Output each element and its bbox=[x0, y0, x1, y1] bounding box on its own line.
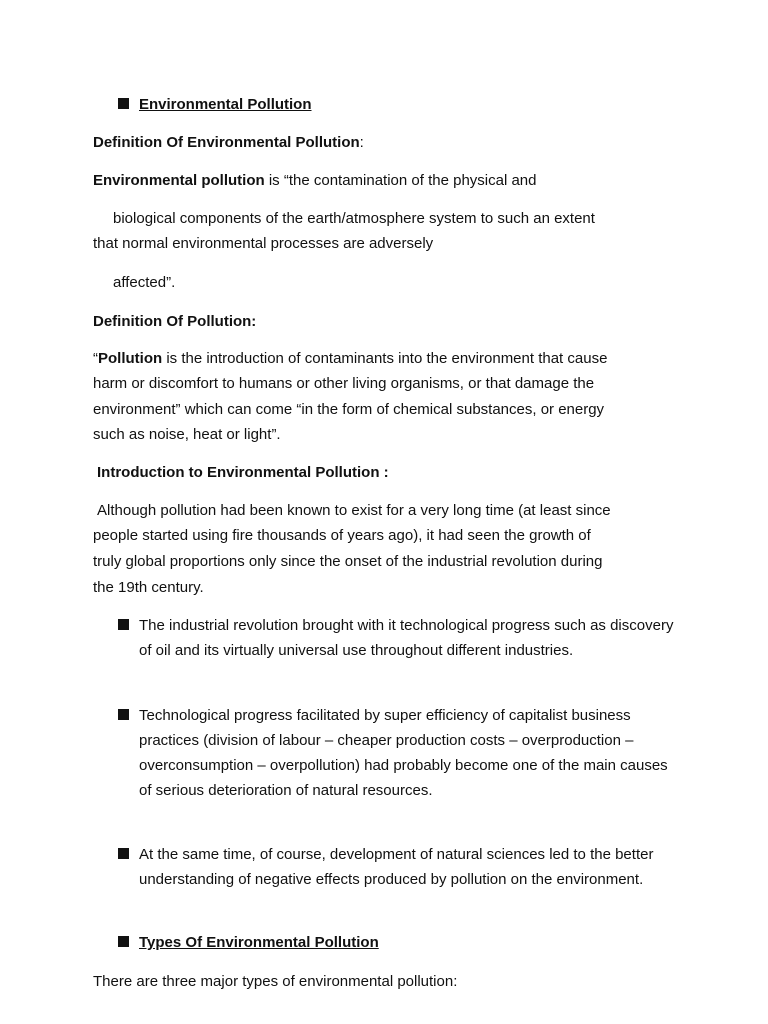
definition-env-title-text: Definition Of Environmental Pollution bbox=[93, 134, 360, 151]
types-heading-text: Types Of Environmental Pollution bbox=[139, 934, 379, 951]
definition-pollution-line-1 bbox=[93, 346, 683, 371]
definition-pollution-title-text: Definition Of Pollution: bbox=[93, 313, 257, 330]
definition-env-line-4: affected”. bbox=[113, 274, 176, 291]
introduction-line-3: truly global proportions only since the onset of the industrial revolution during bbox=[93, 553, 603, 570]
term-bold: Pollution bbox=[98, 350, 163, 367]
introduction-title-text: Introduction to Environmental Pollution : bbox=[97, 464, 389, 481]
definition-env-line-3: that normal environmental processes are adversely bbox=[93, 235, 434, 252]
introduction-line-1: Although pollution had been known to exist for a very long time (at least since bbox=[97, 502, 611, 519]
bullet-icon bbox=[118, 709, 129, 720]
bullet-item: The industrial revolution brought with it technological progress such as discovery of oil and its virtually universal use throughout different industries. bbox=[139, 617, 674, 659]
definition-pollution-line-4: such as noise, heat or light”. bbox=[93, 426, 281, 443]
bullet-icon bbox=[118, 848, 129, 859]
bullet-item: Technological progress facilitated by super efficiency of capitalist business practices (division of labour – cheaper production costs – overproduction – overconsumption – overpollution) had probably become one of the main causes of serious deterioration of natural resources. bbox=[139, 707, 668, 799]
definition-text: is the introduction of contaminants into the environment that cause bbox=[162, 350, 608, 367]
definition-pollution-title bbox=[93, 309, 683, 334]
section-heading bbox=[139, 92, 729, 117]
colon: : bbox=[359, 134, 364, 151]
bullet-icon bbox=[118, 98, 129, 109]
term-bold: Environmental pollution bbox=[93, 172, 265, 189]
bullet-icon bbox=[118, 936, 129, 947]
introduction-line-2: people started using fire thousands of years ago), it had seen the growth of bbox=[93, 527, 591, 544]
definition-pollution-line-3: environment” which can come “in the form of chemical substances, or energy bbox=[93, 401, 605, 418]
introduction-title bbox=[97, 460, 687, 485]
definition-pollution-line-2: harm or discomfort to humans or other living organisms, or that damage the bbox=[93, 375, 595, 392]
introduction-line-4: the 19th century. bbox=[93, 579, 204, 596]
bullet-icon bbox=[118, 619, 129, 630]
heading-text: Environmental Pollution bbox=[139, 96, 312, 113]
bullet-item: At the same time, of course, development of natural sciences led to the better understanding of negative effects produced by pollution on the environment. bbox=[139, 846, 654, 888]
definition-text: is “the contamination of the physical and bbox=[264, 172, 537, 189]
definition-env-line-2: biological components of the earth/atmosphere system to such an extent bbox=[113, 210, 595, 227]
definition-env-line-1 bbox=[93, 168, 683, 193]
types-intro: There are three major types of environmental pollution: bbox=[93, 973, 458, 990]
definition-env-title bbox=[93, 130, 683, 155]
types-heading bbox=[139, 930, 729, 955]
open-quote: “ bbox=[93, 350, 98, 367]
